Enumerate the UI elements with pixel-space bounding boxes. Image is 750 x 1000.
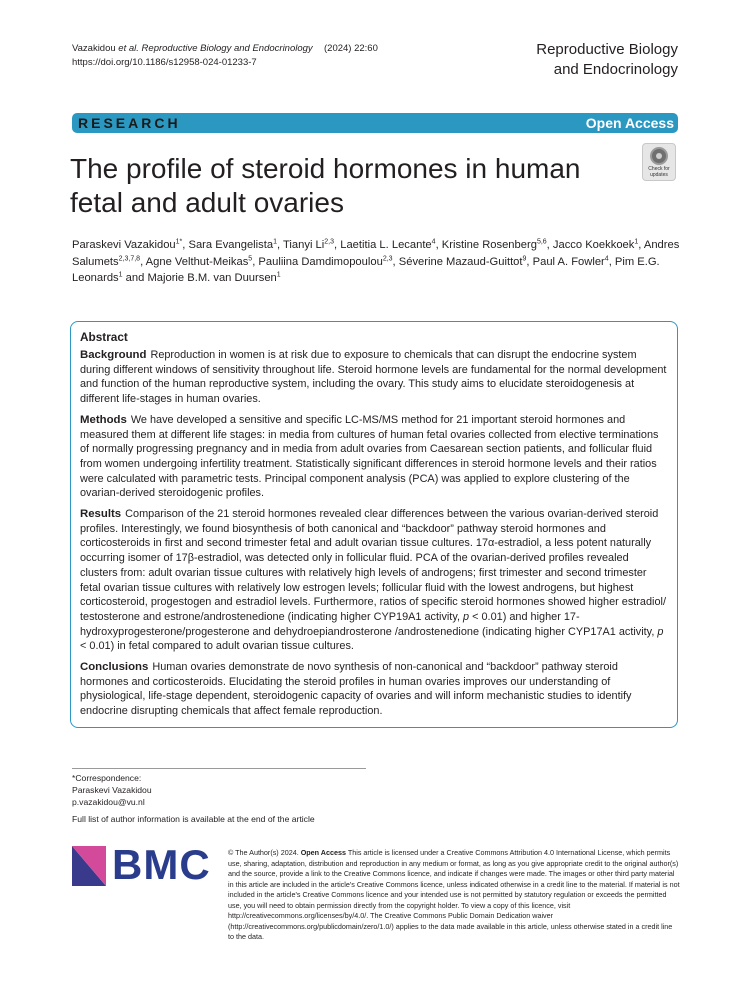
author-name: Agne Velthut-Meikas (145, 255, 249, 268)
badge-line1: Check for (648, 166, 670, 172)
license-body: This article is licensed under a Creative Commons Attribution 4.0 International License, which permits use, sharing, adaptation, distribution and reproduction in any medium or format, as long as you give appropriate credit to the original author(s) and the source, provide a link to the Creative Commons licence, and indicate if changes were made. The images or other third party material in this article are included in the article's Creative Commons licence, unless indicated otherwise in a credit line to the material. If material is not included in the article's Creative Commons licence and your intended use is not permitted by statutory regulation or exceeds the permitted use, you will need to obtain permission directly from the copyright holder. To view a copy of this licence, visit http://creativecommons.org/licenses/by/4.0/. The Creative Commons Public Domain Dedication waiver (http://creativecommons.org/publicdomain/zero/1.0/) applies to the data made available in this article, unless otherwise stated in a credit line to the data. (228, 848, 680, 941)
author-affiliation-sup: 1 (118, 271, 123, 279)
author-name: Séverine Mazaud-Guittot (398, 255, 523, 268)
results-p-symbol-1: p (463, 610, 470, 623)
author-name: Pim E.G. Leonards (72, 255, 660, 284)
citation-journal: Reproductive Biology and Endocrinology (138, 43, 313, 54)
author-affiliation-sup: 2,3 (324, 238, 334, 246)
citation-line (72, 42, 378, 56)
correspondence-name: Paraskevi Vazakidou (72, 785, 152, 795)
section-bar (72, 113, 678, 133)
abstract-methods (80, 413, 667, 501)
journal-name-line1: Reproductive Biology (536, 41, 678, 58)
journal-name-line2: and Endocrinology (553, 61, 678, 78)
correspondence-email-link[interactable]: p.vazakidou@vu.nl (72, 797, 145, 807)
author-name: Pauliina Damdimopoulou (258, 255, 383, 268)
author-affiliation-sup: 1 (273, 238, 277, 246)
abstract-conclusions (80, 660, 667, 719)
author-affiliation-sup: 2,3 (382, 254, 393, 262)
results-text-3: < 0.01) in fetal compared to adult ovarian tissue cultures. (80, 640, 354, 653)
article-title: The profile of steroid hormones in human fetal and adult ovaries (70, 153, 581, 218)
running-header (72, 42, 378, 70)
author-name: Paul A. Fowler (532, 255, 605, 268)
citation-etal: et al. (115, 43, 139, 54)
abstract-heading: Abstract (80, 330, 128, 344)
author-name: Laetitia L. Lecante (340, 239, 432, 251)
footnote-rule (72, 768, 366, 769)
results-text-1: Comparison of the 21 steroid hormones revealed clear differences between the various ovarian-derived steroid profiles. Interestingly, we found biosynthesis of both canonical and “backdoor” pathway steroid hormones and corticosteroids in first and second trimester fetal and adult ovarian tissue cultures. 17α-estradiol, a less potent naturally occurring isomer of 17β-estradiol, was detected only in follicular fluid. PCA of the ovarian-derived profiles revealed clusters from: adult ovarian tissue cultures with relatively high levels of androgens; first trimester and second trimester fetal ovarian tissue cultures with relatively low estrogen levels; follicular fluid with the lowest androgens, but highest corticosteroid, progestogen and estradiol levels. Furthermore, ratios of specific steroid hormones showed higher estradiol/ testosterone and estrone/androstenedione (indicating higher CYP19A1 activity, (80, 508, 666, 623)
background-label: Background (80, 349, 147, 361)
author-name: Majorie B.M. van Duursen (147, 272, 277, 284)
doi-link[interactable]: https://doi.org/10.1186/s12958-024-01233-7 (72, 57, 257, 68)
author-affiliation-sup: 1 (276, 271, 281, 279)
results-label: Results (80, 508, 122, 521)
correspondence (72, 772, 152, 808)
abstract-background (80, 348, 667, 407)
author-affiliation-sup: 1* (175, 238, 183, 246)
open-access-label: Open Access (585, 115, 674, 131)
background-text: Reproduction in women is at risk due to exposure to chemicals that can disrupt the endocrine system during different windows of sensitivity throughout life. Steroid hormone levels are fundamental for the normal development and function of the human reproductive system, including the ovary. This study aims to elucidate steroidogenesis at different life-stages in human ovaries. (80, 349, 667, 406)
license-text (228, 848, 680, 943)
author-name: Jacco Koekkoek (552, 239, 635, 251)
badge-line2: updates (650, 172, 668, 178)
author-name: Tianyi Li (283, 239, 325, 251)
methods-label: Methods (80, 413, 127, 426)
author-affiliation-sup: 1 (634, 238, 639, 246)
bmc-logo (72, 841, 212, 888)
author-affiliation-sup: 4 (431, 238, 436, 246)
conclusions-label: Conclusions (80, 661, 149, 674)
author-affiliation-sup: 5 (248, 254, 253, 262)
results-p-symbol-2: p (657, 625, 664, 638)
author-affiliation-sup: 9 (522, 254, 527, 262)
license-open-access: Open Access (300, 848, 346, 857)
journal-name (536, 40, 678, 80)
conclusions-text: Human ovaries demonstrate de novo synthesis of non-canonical and “backdoor” pathway steroid hormones and corticosteroids. Elucidating the steroid profiles in human ovaries improves our understanding of physiological, life-stage dependent, steroidogenic capacity of ovaries and will inform mechanistic studies to identify endocrine disrupting chemicals that affect female reproduction. (80, 661, 632, 718)
abstract-results (80, 507, 667, 654)
author-affiliation-sup: 4 (604, 254, 609, 262)
author-name: Paraskevi Vazakidou (72, 239, 176, 251)
author-name: Sara Evangelista (188, 239, 274, 251)
author-list: Paraskevi Vazakidou$^{1*}$, Sara Evangelista$^1$, Tianyi Li$^{2,3}$, Laetitia L. Lecante$^4$, Kristine Rosenberg$^{5,6}$, Jacco Koekkoek$^1$, Andres Salumets$^{2,3,7,8}$, Agne Velthut-Meikas$^5$, Pauliina Damdimopoulou$^{2,3}$, Séverine Mazaud-Guittot$^9$, Paul A. Fowler$^4$, Pim E.G. Leonards$^1$ and Majorie B.M. van Duursen$^1$ (72, 238, 680, 284)
correspondence-label: *Correspondence: (72, 773, 142, 783)
methods-text: We have developed a sensitive and specific LC-MS/MS method for 21 important steroid hormones and measured them at different life stages: in media from cultures of human fetal ovaries collected from elective terminations of normally progressing pregnancy and in media from adult ovaries from Caesarean section patients, and follicular fluid from women undergoing infertility treatment. Statistically significant differences in steroid hormone levels and their ratios were calculated with parametric tests. Principal component analysis (PCA) was applied to explore clustering of the ovarian-derived steroidogenic profiles. (80, 413, 659, 500)
check-for-updates-button[interactable] (642, 143, 676, 181)
citation-author: Vazakidou (72, 43, 116, 54)
author-affiliation-sup: 2,3,7,8 (118, 254, 141, 262)
citation-year-volume: (2024) 22:60 (324, 43, 378, 54)
abstract-box (70, 321, 678, 728)
author-name: Kristine Rosenberg (441, 239, 537, 251)
bmc-logo-text: BMC (112, 841, 211, 888)
license-copyright: © The Author(s) 2024. (228, 848, 301, 857)
author-info-note: Full list of author information is available at the end of the article (72, 814, 315, 824)
crossmark-icon (650, 147, 668, 165)
author-name: Andres Salumets (72, 239, 680, 268)
section-label: RESEARCH (78, 115, 181, 131)
results-text-2: < 0.01) and higher 17-hydroxyprogesterone/progesterone and dehydroepiandrosterone /androstenedione (indicating higher CYP17A1 activity, (80, 610, 658, 638)
author-affiliation-sup: 5,6 (536, 238, 547, 246)
